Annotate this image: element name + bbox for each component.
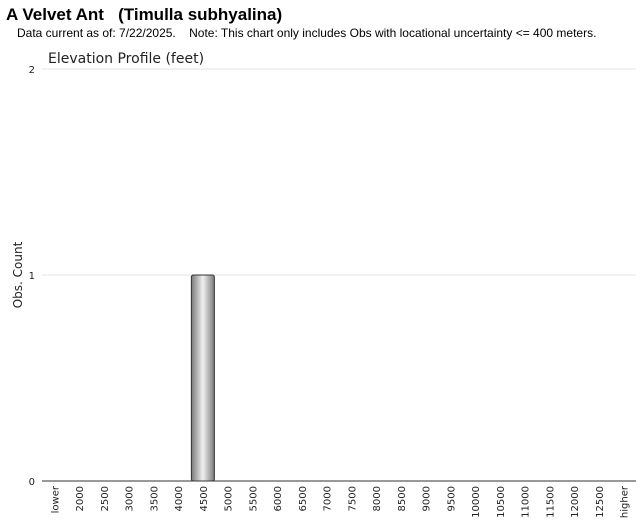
bars [191, 275, 214, 481]
x-tick-label: 4500 [198, 486, 210, 512]
y-tick-label: 0 [28, 477, 35, 488]
x-tick-label: 6500 [297, 486, 309, 512]
chart-title: Elevation Profile (feet) [48, 51, 205, 67]
x-tick-label: 3500 [149, 486, 161, 512]
x-tick-label: 3000 [124, 486, 136, 512]
bar-4500 [191, 275, 214, 481]
x-tick-label: 11500 [545, 486, 557, 518]
x-tick-label: 5500 [248, 486, 260, 512]
page-title: A Velvet Ant (Timulla subhyalina) [6, 5, 283, 24]
x-tick-label: 8500 [396, 486, 408, 512]
y-axis-label: Obs. Count [11, 241, 25, 309]
x-tick-label: 6000 [273, 486, 285, 512]
x-tick-label: 4000 [174, 486, 186, 512]
y-tick-label: 2 [28, 65, 35, 76]
x-tick-label: 2000 [75, 486, 87, 512]
x-tick-label: 8000 [372, 486, 384, 512]
x-tick-label: higher [619, 486, 631, 519]
x-tick-label: 10000 [471, 486, 483, 518]
x-tick-label: 9500 [446, 486, 458, 512]
x-tick-label: 7000 [322, 486, 334, 512]
y-tick-label: 1 [28, 271, 35, 282]
x-tick-label: 12000 [570, 486, 582, 518]
x-tick-label: 5000 [223, 486, 235, 512]
gridlines [42, 69, 636, 275]
x-tick-label: 11000 [520, 486, 532, 518]
data-note: Data current as of: 7/22/2025. Note: This chart only includes Obs with locational uncertainty <= 400 meters. [17, 26, 597, 40]
x-tick-label: 7500 [347, 486, 359, 512]
x-tick-label: 12500 [594, 486, 606, 518]
x-tick-label: 2500 [99, 486, 111, 512]
x-tick-label: 9000 [421, 486, 433, 512]
tick-labels [29, 65, 631, 518]
x-tick-label: lower [50, 486, 62, 514]
x-tick-label: 10500 [495, 486, 507, 518]
